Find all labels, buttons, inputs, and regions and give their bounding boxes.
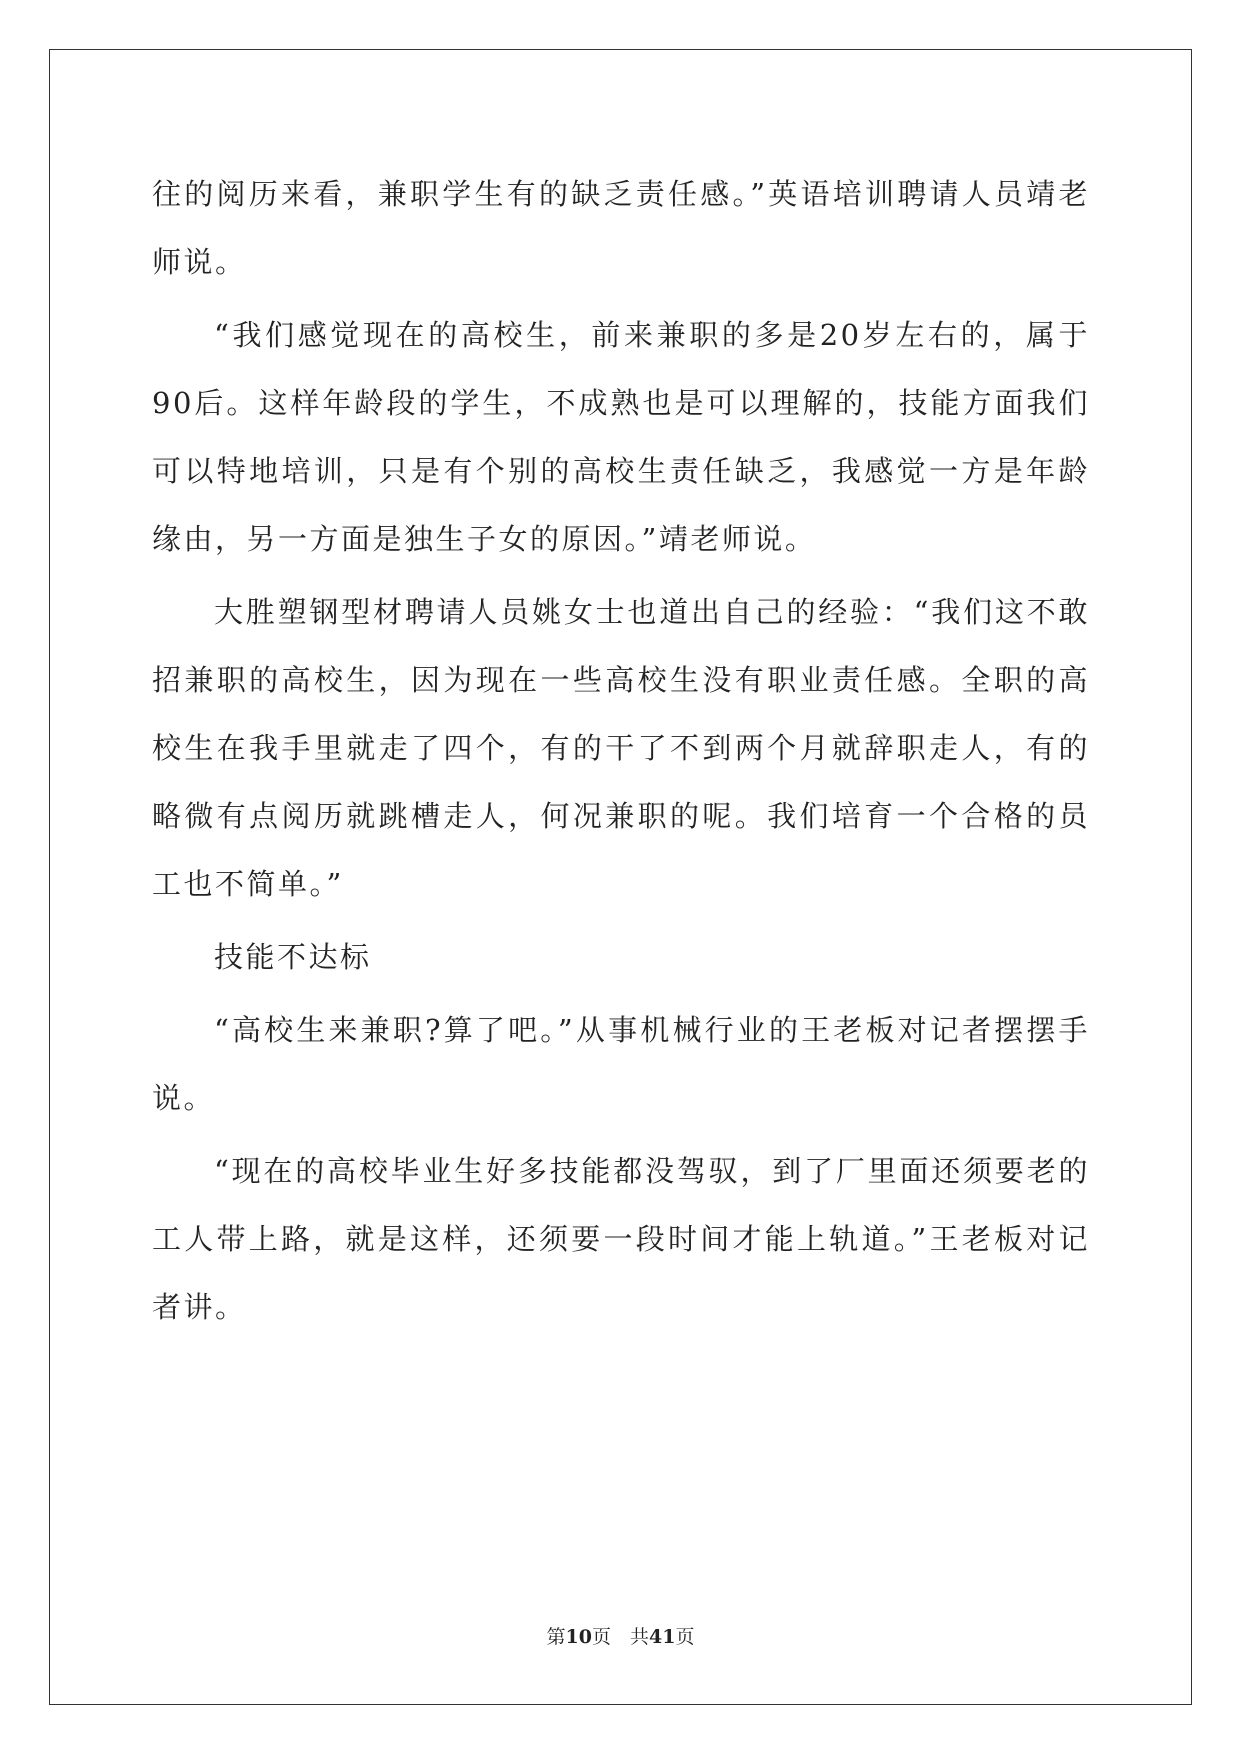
- paragraph-3: 大胜塑钢型材聘请人员姚女士也道出自己的经验：“我们这不敢招兼职的高校生，因为现在一些高校生没有职业责任感。全职的高校生在我手里就走了四个，有的干了不到两个月就辞职走人，有的略微有点阅历就跳槽走人，何况兼职的呢。我们培育一个合格的员工也不简单。”: [152, 595, 1090, 901]
- paragraph-1: 往的阅历来看，兼职学生有的缺乏责任感。”英语培训聘请人员靖老师说。: [152, 177, 1090, 279]
- section-heading: 技能不达标: [214, 940, 372, 974]
- document-body: [152, 160, 1090, 1346]
- paragraph-4: “高校生来兼职?算了吧。”从事机械行业的王老板对记者摆摆手说。: [152, 1013, 1090, 1115]
- page-footer: [0, 1622, 1241, 1649]
- footer-suffix: 页: [675, 1626, 695, 1648]
- footer-mid: 页 共: [591, 1626, 649, 1648]
- current-page-number: 10: [565, 1626, 592, 1648]
- paragraph-5: “现在的高校毕业生好多技能都没驾驭，到了厂里面还须要老的工人带上路，就是这样，还须要一段时间才能上轨道。”王老板对记者讲。: [152, 1154, 1090, 1324]
- total-page-number: 41: [649, 1626, 676, 1648]
- footer-prefix: 第: [546, 1626, 566, 1648]
- paragraph-2: “我们感觉现在的高校生，前来兼职的多是20岁左右的，属于90后。这样年龄段的学生，不成熟也是可以理解的，技能方面我们可以特地培训，只是有个别的高校生责任缺乏，我感觉一方是年龄缘由，另一方面是独生子女的原因。”靖老师说。: [152, 318, 1090, 556]
